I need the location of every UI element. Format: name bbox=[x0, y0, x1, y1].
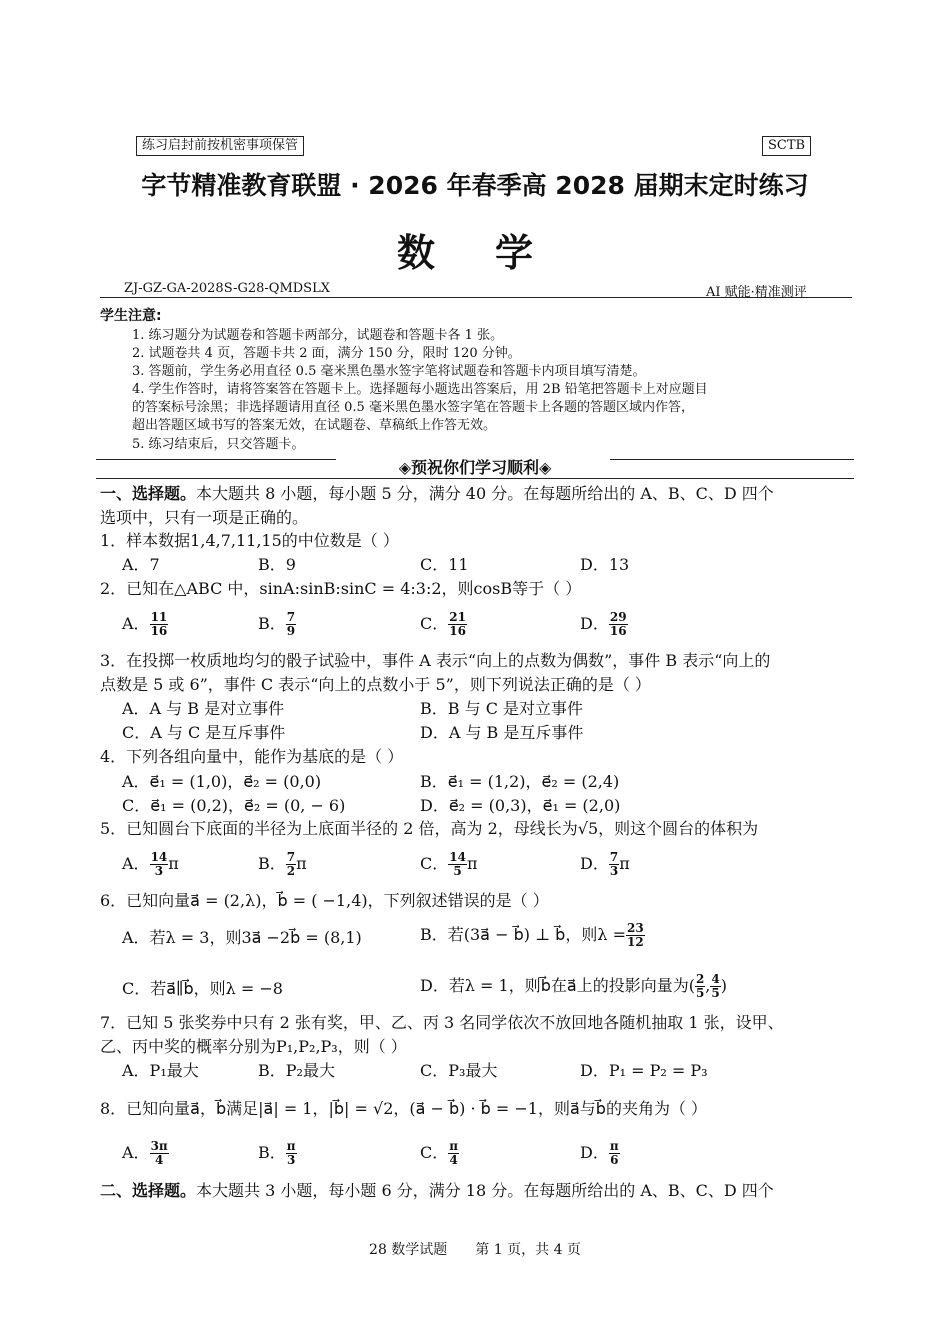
q8-option-c: C． $\frac{\pi}{4}$ bbox=[420, 1139, 459, 1167]
q2-option-c: C． $\frac{21}{16}$ bbox=[420, 610, 466, 638]
section1-heading: 一、选择题。 bbox=[100, 484, 197, 503]
q6-option-d: D．若λ = 1，则b⃗在a⃗上的投影向量为( $\frac{2}{5}$ , $\frac{4}{5}$ ) bbox=[420, 972, 727, 1000]
q4-option-c: C．e⃗₁ = (0,2)，e⃗₂ = (0, − 6) bbox=[122, 796, 346, 815]
q7-option-d: D．P₁ = P₂ = P₃ bbox=[580, 1061, 708, 1080]
notice-item: 1. 练习题分为试题卷和答题卡两部分，试题卷和答题卡各 1 张。 bbox=[132, 328, 504, 343]
q2-option-b: B． $\frac{7}{9}$ bbox=[258, 610, 296, 638]
section-divider bbox=[96, 478, 854, 479]
notice-item: 5. 练习结束后，只交答题卡。 bbox=[132, 437, 305, 452]
section2-line bbox=[100, 1180, 774, 1202]
notice-item: 2. 试题卷共 4 页，答题卡共 2 面，满分 150 分，限时 120 分钟。 bbox=[132, 346, 521, 361]
section1-text: 本大题共 8 小题，每小题 5 分，满分 40 分。在每题所给出的 A、B、C、D 四个 bbox=[196, 484, 774, 503]
q6-option-a: A．若λ = 3，则3a⃗ −2b⃗ = (8,1) bbox=[122, 928, 362, 947]
wish-text: ◈预祝你们学习顺利◈ bbox=[398, 458, 552, 477]
notice-item: 超出答题区域书写的答案无效，在试题卷、草稿纸上作答无效。 bbox=[132, 418, 497, 433]
notice-title: 学生注意: bbox=[100, 308, 162, 324]
q3-stem-line1: 3．在投掷一枚质地均匀的骰子试验中，事件 A 表示“向上的点数为偶数”，事件 B 表示“向上的 bbox=[100, 651, 771, 670]
q2-option-d: D． $\frac{29}{16}$ bbox=[580, 610, 627, 638]
q1-stem: 1．样本数据1,4,7,11,15的中位数是（ ） bbox=[100, 531, 399, 550]
q4-option-b: B．e⃗₁ = (1,2)，e⃗₂ = (2,4) bbox=[420, 772, 620, 791]
secret-label: 练习启封前按机密事项保管 bbox=[136, 136, 304, 156]
q3-stem-line2: 点数是 5 或 6”，事件 C 表示“向上的点数小于 5”，则下列说法正确的是（ ） bbox=[100, 675, 651, 694]
q8-stem: 8．已知向量a⃗，b⃗满足|a⃗| = 1，|b⃗| = √2，(a⃗ − b⃗) · b⃗ = −1，则a⃗与b⃗的夹角为（ ） bbox=[100, 1099, 708, 1118]
q3-option-d: D．A 与 B 是互斥事件 bbox=[420, 723, 584, 742]
q4-option-d: D．e⃗₂ = (0,3)，e⃗₁ = (2,0) bbox=[420, 796, 621, 815]
q4-stem: 4．下列各组向量中，能作为基底的是（ ） bbox=[100, 747, 404, 766]
notice-item: 的答案标号涂黑；非选择题请用直径 0.5 毫米黑色墨水签字笔在答题卡上各题的答题区域内作答， bbox=[132, 400, 694, 415]
q5-option-a: A． $\frac{14}{3}$ π bbox=[122, 850, 179, 878]
wish-line-right bbox=[610, 459, 854, 460]
q8-option-d: D． $\frac{\pi}{6}$ bbox=[580, 1139, 619, 1167]
q2-stem: 2．已知在△ABC 中，sinA:sinB:sinC = 4:3:2，则cosB等于（ ） bbox=[100, 579, 582, 598]
q4-option-a: A．e⃗₁ = (1,0)，e⃗₂ = (0,0) bbox=[122, 772, 322, 791]
section2-text: 本大题共 3 小题，每小题 6 分，满分 18 分。在每题所给出的 A、B、C、D 四个 bbox=[196, 1181, 774, 1200]
q5-option-c: C． $\frac{14}{5}$ π bbox=[420, 850, 478, 878]
q8-option-b: B． $\frac{\pi}{3}$ bbox=[258, 1139, 296, 1167]
q1-option-c: C．11 bbox=[420, 555, 469, 574]
q1-option-b: B．9 bbox=[258, 555, 296, 574]
page-footer: 28 数学试题 第 1 页，共 4 页 bbox=[369, 1242, 581, 1258]
q8-option-a: A． $\frac{3\pi}{4}$ bbox=[122, 1139, 168, 1167]
q6-option-b: B．若(3a⃗ − b⃗) ⊥ b⃗，则λ = $\frac{23}{12}$ bbox=[420, 921, 644, 949]
q3-option-a: A．A 与 B 是对立事件 bbox=[122, 699, 285, 718]
q5-option-d: D． $\frac{7}{3}$ π bbox=[580, 850, 630, 878]
q1-option-d: D．13 bbox=[580, 555, 630, 574]
notice-item: 4. 学生作答时，请将答案答在答题卡上。选择题每小题选出答案后，用 2B 铅笔把答题卡上对应题目 bbox=[132, 382, 708, 397]
notice-item: 3. 答题前，学生务必用直径 0.5 毫米黑色墨水签字笔将试题卷和答题卡内项目填写清楚。 bbox=[132, 364, 646, 379]
doc-code: ZJ-GZ-GA-2028S-G28-QMDSLX bbox=[124, 281, 330, 296]
q7-stem-line1: 7．已知 5 张奖券中只有 2 张有奖，甲、乙、丙 3 名同学依次不放回地各随机抽取 1 张，设甲、 bbox=[100, 1013, 784, 1032]
header-divider bbox=[100, 297, 852, 298]
q2-option-a: A． $\frac{11}{16}$ bbox=[122, 610, 168, 638]
code-label: SCTB bbox=[762, 136, 811, 156]
q6-option-c: C．若a⃗∥b⃗，则λ = −8 bbox=[122, 979, 283, 998]
exam-title: 字节精准教育联盟 · 2026 年春季高 2028 届期末定时练习 bbox=[141, 171, 809, 200]
q3-option-b: B．B 与 C 是对立事件 bbox=[420, 699, 584, 718]
q5-option-b: B． $\frac{7}{2}$ π bbox=[258, 850, 307, 878]
q3-option-c: C．A 与 C 是互斥事件 bbox=[122, 723, 286, 742]
q7-stem-line2: 乙、丙中奖的概率分别为P₁,P₂,P₃，则（ ） bbox=[100, 1037, 407, 1056]
section1-line2: 选项中，只有一项是正确的。 bbox=[100, 508, 309, 527]
section2-heading: 二、选择题。 bbox=[100, 1181, 197, 1200]
q7-option-c: C．P₃最大 bbox=[420, 1061, 498, 1080]
subject-title: 数学 bbox=[396, 231, 593, 275]
q7-option-a: A．P₁最大 bbox=[122, 1061, 199, 1080]
section1-line1 bbox=[100, 483, 774, 505]
q7-option-b: B．P₂最大 bbox=[258, 1061, 335, 1080]
q6-stem: 6．已知向量a⃗ = (2,λ)，b⃗ = ( −1,4)，下列叙述错误的是（ ） bbox=[100, 891, 549, 910]
q5-stem: 5．已知圆台下底面的半径为上底面半径的 2 倍，高为 2，母线长为√5，则这个圆台的体积为 bbox=[100, 819, 759, 838]
q1-option-a: A．7 bbox=[122, 555, 160, 574]
slogan: AI 赋能·精准测评 bbox=[706, 285, 807, 300]
